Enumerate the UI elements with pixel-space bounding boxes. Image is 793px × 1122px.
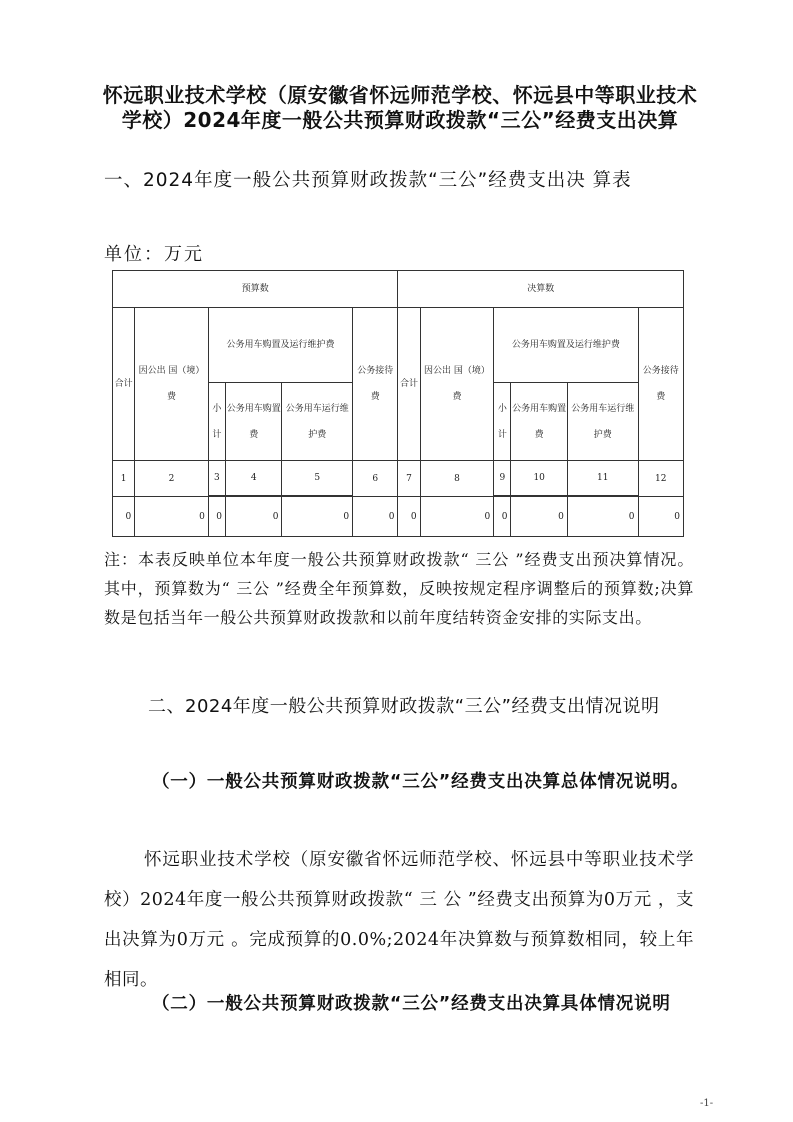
value-cell: 0: [420, 497, 494, 537]
value-cell: 0: [208, 497, 225, 537]
budget-header: 预算数: [113, 271, 398, 308]
col-operation: 公务用车运行维护费: [282, 383, 353, 461]
col-purchase: 公务用车购置费: [225, 383, 281, 461]
index-cell: 12: [638, 461, 683, 497]
subsection-heading-detail: （二）一般公共预算财政拨款“三公”经费支出决算具体情况说明: [152, 994, 671, 1014]
col-abroad: 因公出 国（境）费: [420, 308, 494, 461]
three-public-expense-table: [112, 270, 684, 537]
col-abroad: 因公出 国（境）费: [135, 308, 209, 461]
col-purchase: 公务用车购置费: [511, 383, 567, 461]
value-cell: 0: [225, 497, 281, 537]
index-cell: 1: [113, 461, 135, 497]
index-cell: 6: [353, 461, 398, 497]
index-cell: 2: [135, 461, 209, 497]
index-cell: 5: [282, 461, 353, 496]
value-cell: 0: [398, 497, 420, 537]
index-cell: 11: [567, 461, 638, 496]
value-cell: 0: [353, 497, 398, 537]
value-cell: 0: [282, 497, 353, 537]
index-cell: 10: [511, 461, 567, 496]
index-cell: 9: [494, 461, 511, 496]
page-title: 怀远职业技术学校（原安徽省怀远师范学校、怀远县中等职业技术学校）2024年度一般公共预算财政拨款“三公”经费支出决算: [102, 83, 698, 132]
section-heading-explanation: 二、2024年度一般公共预算财政拨款“三公”经费支出情况说明: [148, 696, 660, 717]
subsection-heading-overall: （一）一般公共预算财政拨款“三公”经费支出决算总体情况说明。: [152, 772, 690, 792]
col-total: 合计: [113, 308, 135, 461]
overall-paragraph: 怀远职业技术学校（原安徽省怀远师范学校、怀远县中等职业技术学校）2024年度一般公共预算财政拨款“ 三 公 ”经费支出预算为0万元 ，支出决算为0万元 。完成预算的0.0%;2024年决算数与预算数相同，较上年相同。: [104, 850, 694, 990]
col-operation: 公务用车运行维护费: [567, 383, 638, 461]
table-note: 注：本表反映单位本年度一般公共预算财政拨款“ 三公 ”经费支出预决算情况。其中，预算数为“ 三公 ”经费全年预算数，反映按规定程序调整后的预算数;决算数是包括当年一般公共预算财政拨款和以前年度结转资金安排的实际支出。: [104, 550, 694, 627]
value-cell: 0: [113, 497, 135, 537]
section-heading-table: 一、2024年度一般公共预算财政拨款“三公”经费支出决 算表: [104, 170, 632, 191]
col-reception: 公务接待费: [638, 308, 683, 461]
index-cell: 8: [420, 461, 494, 497]
page-number: -1-: [700, 1098, 714, 1109]
index-cell: 3: [208, 461, 225, 496]
value-cell: 0: [567, 497, 638, 537]
col-subtotal: 小计: [494, 383, 511, 461]
unit-label: 单位：万元: [104, 244, 204, 265]
value-cell: 0: [494, 497, 511, 537]
index-cell: 7: [398, 461, 420, 497]
value-cell: 0: [638, 497, 683, 537]
value-cell: 0: [511, 497, 567, 537]
col-subtotal: 小计: [208, 383, 225, 461]
col-total: 合计: [398, 308, 420, 461]
final-header: 决算数: [398, 271, 684, 308]
col-vehicle: 公务用车购置及运行维护费: [494, 308, 638, 383]
col-vehicle: 公务用车购置及运行维护费: [208, 308, 352, 383]
value-cell: 0: [135, 497, 209, 537]
index-cell: 4: [225, 461, 281, 496]
col-reception: 公务接待费: [353, 308, 398, 461]
